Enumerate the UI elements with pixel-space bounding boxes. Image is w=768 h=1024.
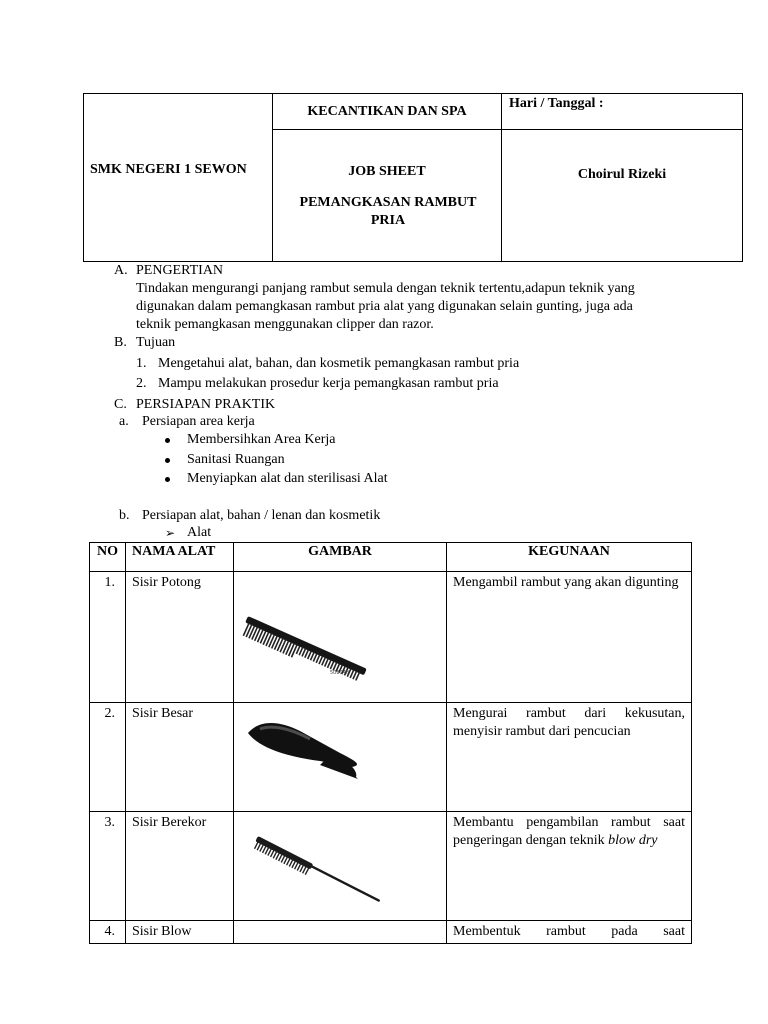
- bullet-text: Sanitasi Ruangan: [187, 452, 285, 467]
- date-label: Hari / Tanggal :: [509, 96, 604, 111]
- tool-image: [234, 572, 447, 703]
- tool-use: Mengambil rambut yang akan digunting: [447, 572, 692, 703]
- student-name: Choirul Rizeki: [577, 167, 667, 182]
- section-a-line: Tindakan mengurangi panjang rambut semula dengan teknik tertentu,adapun teknik yang: [136, 281, 635, 296]
- sheet-type: JOB SHEET: [348, 164, 426, 179]
- tool-name: Sisir Blow: [126, 921, 234, 944]
- table-row: [90, 812, 692, 921]
- sub-a-letter: a.: [119, 414, 129, 429]
- school-name: SMK NEGERI 1 SEWON: [90, 162, 247, 177]
- tail-comb-icon: [240, 814, 440, 912]
- header-name: NAMA ALAT: [126, 543, 234, 572]
- bullet-icon: [165, 458, 170, 463]
- tool-use: [447, 812, 692, 921]
- row-number: 2.: [90, 703, 126, 812]
- tool-name: Sisir Potong: [126, 572, 234, 703]
- table-row: [90, 921, 692, 944]
- bullet-icon: [165, 477, 170, 482]
- sub-b-letter: b.: [119, 508, 130, 523]
- section-b-title: Tujuan: [136, 335, 176, 350]
- section-a-title: PENGERTIAN: [136, 263, 224, 278]
- tool-use-text: Membantu pengambilan rambut saat pengeringan dengan teknik: [453, 815, 685, 848]
- header-no: NO: [90, 543, 126, 572]
- tool-image: [234, 921, 447, 944]
- bullet-icon: [165, 438, 170, 443]
- row-number: 3.: [90, 812, 126, 921]
- bullet-text: Membersihkan Area Kerja: [187, 432, 336, 447]
- arrow-item-text: Alat: [187, 525, 212, 540]
- section-a-line: teknik pemangkasan menggunakan clipper dan razor.: [136, 317, 434, 332]
- header-use: KEGUNAAN: [447, 543, 692, 572]
- bullet-text: Menyiapkan alat dan sterilisasi Alat: [187, 471, 388, 486]
- row-number: 1.: [90, 572, 126, 703]
- section-c-letter: C.: [114, 397, 127, 412]
- goal-number: 2.: [136, 376, 147, 391]
- section-a-line: digunakan dalam pemangkasan rambut pria alat yang digunakan selain gunting, juga ada: [136, 299, 633, 314]
- goal-text: Mengetahui alat, bahan, dan kosmetik pemangkasan rambut pria: [158, 356, 520, 371]
- tool-use-italic: blow dry: [608, 833, 658, 848]
- sheet-title: PEMANGKASAN RAMBUT PRIA: [299, 195, 477, 228]
- goal-text: Mampu melakukan prosedur kerja pemangkasan rambut pria: [158, 376, 499, 391]
- header-image: GAMBAR: [234, 543, 447, 572]
- large-comb-icon: [240, 705, 440, 803]
- comb-image-caption: 508948: [330, 670, 350, 676]
- tool-image: [234, 703, 447, 812]
- tool-image: [234, 812, 447, 921]
- tool-use: Membentuk rambut pada saat: [447, 921, 692, 944]
- table-header-row: [90, 543, 692, 572]
- section-c-title: PERSIAPAN PRAKTIK: [136, 397, 276, 412]
- row-number: 4.: [90, 921, 126, 944]
- sub-a-title: Persiapan area kerja: [142, 414, 255, 429]
- table-row: [90, 572, 692, 703]
- tool-name: Sisir Berekor: [126, 812, 234, 921]
- tool-use: Mengurai rambut dari kekusutan, menyisir rambut dari pencucian: [447, 703, 692, 812]
- tools-table: [89, 542, 692, 944]
- cutting-comb-icon: [240, 574, 440, 694]
- arrow-bullet-icon: ➢: [165, 526, 176, 540]
- table-row: [90, 703, 692, 812]
- section-b-letter: B.: [114, 335, 127, 350]
- department-name: KECANTIKAN DAN SPA: [307, 104, 467, 119]
- goal-number: 1.: [136, 356, 147, 371]
- section-a-letter: A.: [114, 263, 128, 278]
- sub-b-title: Persiapan alat, bahan / lenan dan kosmetik: [142, 508, 381, 523]
- tool-name: Sisir Besar: [126, 703, 234, 812]
- header-table: [83, 93, 743, 262]
